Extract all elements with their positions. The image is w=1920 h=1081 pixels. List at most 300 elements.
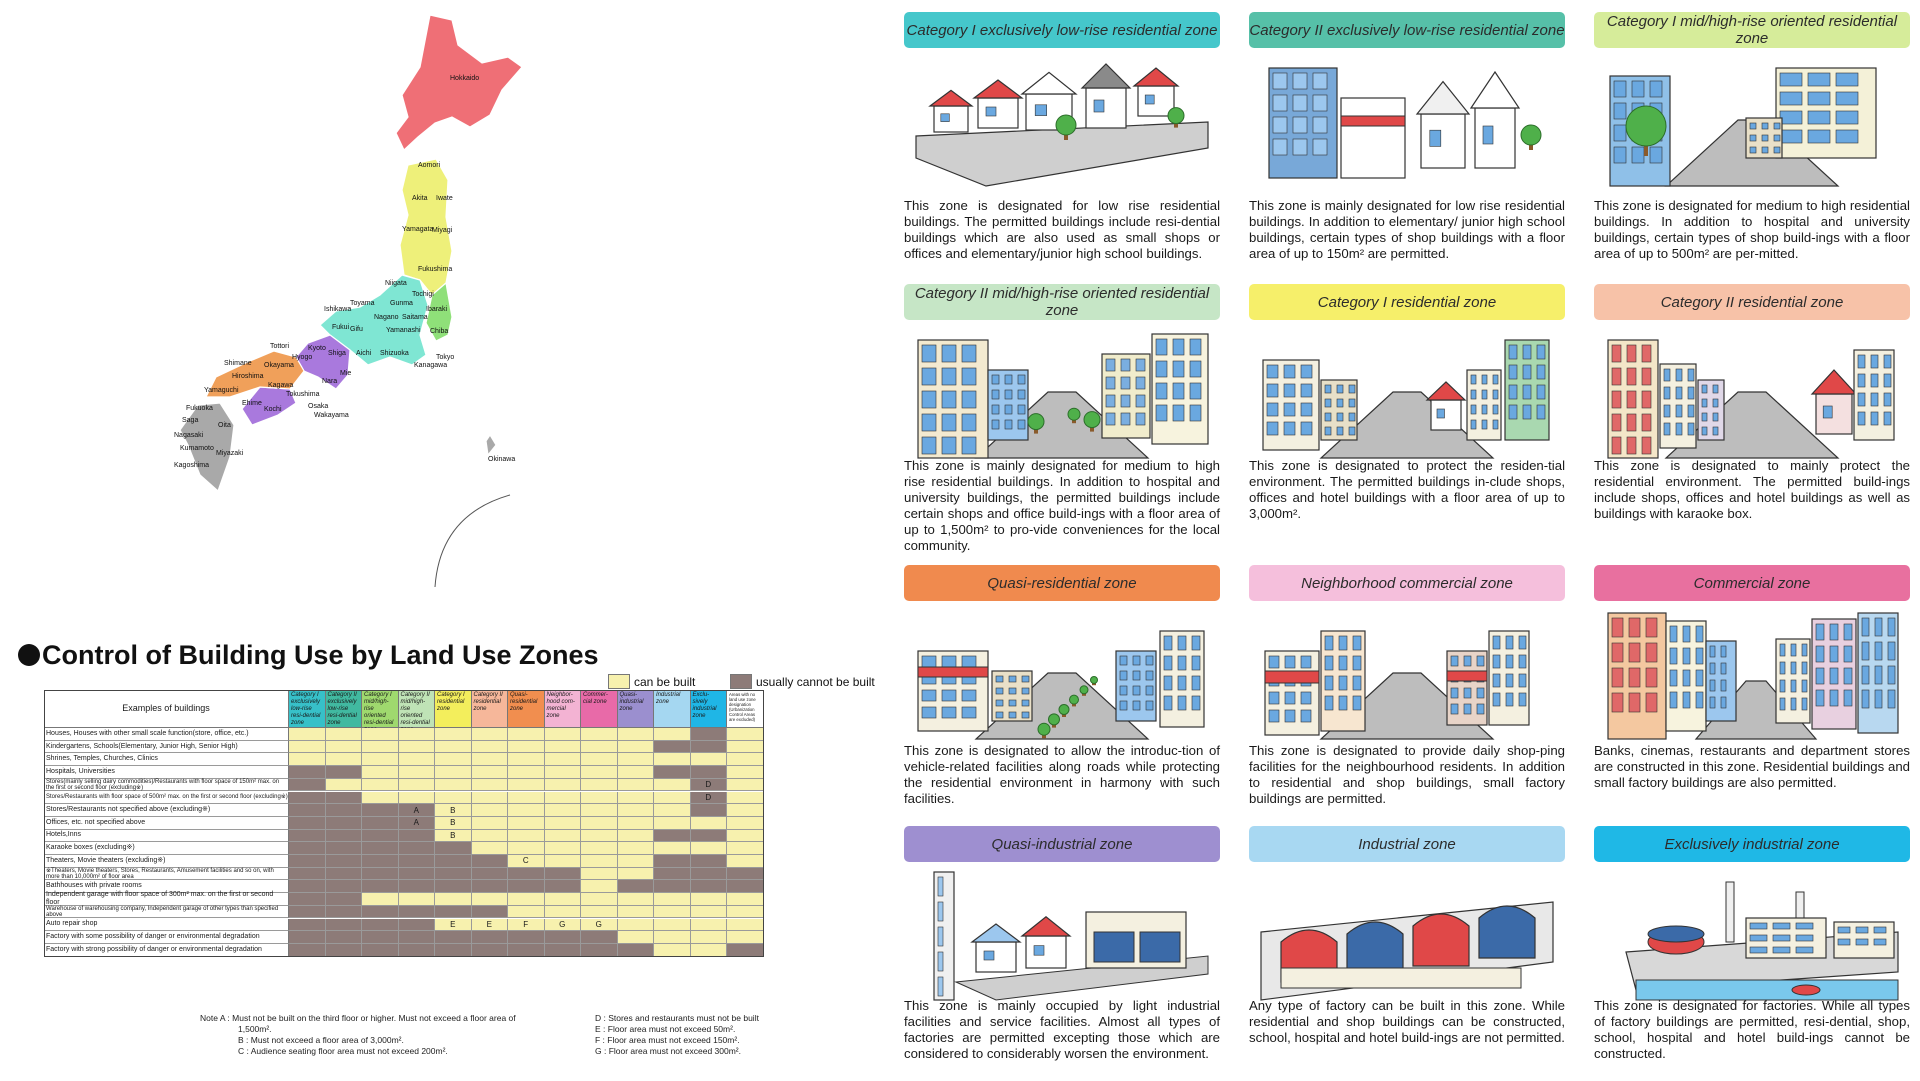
table-cell [727,779,764,792]
table-cell [654,741,691,754]
table-cell [581,893,618,906]
table-cell [691,944,728,957]
table-cell [472,944,509,957]
table-cell [435,766,472,779]
table-cell [727,753,764,766]
table-cell [691,741,728,754]
table-cell [581,779,618,792]
table-cell [508,804,545,817]
table-cell [727,741,764,754]
table-cell [435,855,472,868]
legend-can-label: can be built [634,674,696,689]
table-cell [326,855,363,868]
zone-description: Any type of factory can be built in this zone. While residential and shop buildings can be constructed, school, hospital and hotel build-ings are not permitted. [1249,998,1565,1045]
map-label-miyagi: Miyagi [432,227,453,234]
table-cell [362,779,399,792]
japan-zone-map [174,5,660,605]
map-label-kyoto: Kyoto [308,345,326,352]
table-cell [618,741,655,754]
zone-description: This zone is designated to mainly protect the residential environment. The permitted build-ings include shops, offices and hotel buildings as well as buildings with karaoke box. [1594,458,1910,521]
table-cell [289,906,326,919]
map-label-ehime: Ehime [242,400,262,407]
table-cell [472,766,509,779]
zone-illustration [916,58,1208,186]
table-cell [654,830,691,843]
column-header: Areas with no land use zone designation (Urbanization Control Areas are excluded) [727,690,764,728]
table-cell [654,868,691,881]
note-line: C : Audience seating floor area must not exceed 200m². [238,1046,448,1056]
table-cell [691,931,728,944]
table-cell [362,842,399,855]
map-label-shiga: Shiga [328,350,346,357]
table-cell [326,792,363,805]
table-cell [654,817,691,830]
map-label-tottori: Tottori [270,343,290,350]
table-cell [435,931,472,944]
table-cell [691,855,728,868]
zone-illustration [916,611,1208,739]
table-cell [399,880,436,893]
map-label-tokushima: Tokushima [286,391,320,398]
table-cell [362,868,399,881]
zone-illustration [1606,330,1898,458]
column-header: Commer-cial zone [581,690,618,728]
map-label-hyogo: Hyogo [292,354,313,361]
table-cell [727,817,764,830]
table-cell [581,906,618,919]
zone-illustration [1261,872,1553,1000]
map-label-iwate: Iwate [436,195,453,202]
table-cell [326,728,363,741]
column-header: Category II residential zone [472,690,509,728]
table-cell [508,893,545,906]
map-label-ishikawa: Ishikawa [324,306,352,313]
zone-title: Quasi-residential zone [904,565,1220,601]
legend-cannot-label: usually cannot be built [756,674,875,689]
table-cell [472,931,509,944]
row-label: Houses, Houses with other small scale function(store, office, etc.) [44,728,289,741]
table-cell [618,906,655,919]
row-label: Stores/Restaurants not specified above (excluding※) [44,804,289,817]
zone-description: This zone is mainly designated for low rise residential buildings. In addition to elementary/ junior high school buildings, certain types of shop buildings with a floor area of up to 150m² are permitted. [1249,198,1565,261]
table-cell [727,792,764,805]
map-label-ibaraki: Ibaraki [426,306,448,313]
map-label-shizuoka: Shizuoka [380,350,409,357]
map-label-nara: Nara [322,378,338,385]
zone-description: This zone is designated for medium to high residential buildings. In addition to hospital and university buildings, certain types of shop build-ings with a floor area of up to 500m² are per-mitted. [1594,198,1910,261]
table-cell [472,855,509,868]
table-cell [508,753,545,766]
map-shapes [180,15,522,491]
table-cell [326,919,363,932]
table-cell [618,919,655,932]
table-cell [654,919,691,932]
note-line: G : Floor area must not exceed 300m². [595,1046,741,1056]
note-line: B : Must not exceed a floor area of 3,000m². [238,1035,404,1045]
map-label-fukui: Fukui [332,324,350,331]
map-label-fukushima: Fukushima [418,266,453,273]
table-cell [435,944,472,957]
table-cell: A [399,804,436,817]
table-cell [326,753,363,766]
table-cell [289,893,326,906]
zone-illustration [916,330,1208,458]
map-labels [174,75,515,469]
table-cell [508,817,545,830]
zone-title: Quasi-industrial zone [904,826,1220,862]
table-cell [289,855,326,868]
zone-illustration [1261,330,1553,458]
table-cell [435,906,472,919]
table-cell [545,766,582,779]
table-cell [435,868,472,881]
table-cell [727,906,764,919]
map-label-akita: Akita [412,195,428,202]
table-cell [727,855,764,868]
table-cell [545,779,582,792]
zone-description: Banks, cinemas, restaurants and department stores are constructed in this zone. Residential buildings and small factory buildings are also permitted. [1594,743,1910,790]
table-cell [472,842,509,855]
table-cell [727,868,764,881]
table-cell [727,804,764,817]
table-cell [508,842,545,855]
table-cell [326,842,363,855]
table-cell [472,906,509,919]
table-cell [654,893,691,906]
table-cell [362,944,399,957]
note-line: F : Floor area must not exceed 150m². [595,1035,740,1045]
table-cell [472,741,509,754]
table-cell [289,817,326,830]
table-cell [472,804,509,817]
table-cell [654,842,691,855]
table-cell [362,906,399,919]
column-header: Category II exclusively low-rise resi-dential zone [326,690,363,728]
table-cell [581,753,618,766]
table-cell [399,728,436,741]
note-line: Note A : Must not be built on the third floor or higher. Must not exceed a floor area of [200,1013,516,1023]
table-cell [289,741,326,754]
column-header: Quasi-residential zone [508,690,545,728]
map-label-chiba: Chiba [430,328,449,335]
table-cell [326,893,363,906]
row-label: Warehouse of warehousing company, Independent garage of other types than specified above [44,906,289,919]
map-label-hokkaido: Hokkaido [450,75,480,82]
zone-description: This zone is mainly designated for medium to high rise residential buildings. In addition to hospital and university buildings, the permitted buildings include certain shops and office build-ings with a floor area of up to 1,500m² to pro-vide conveniences for the local community. [904,458,1220,553]
table-cell: G [581,919,618,932]
map-label-mie: Mie [340,370,352,377]
table-cell [654,753,691,766]
table-cell [654,880,691,893]
table-cell [508,792,545,805]
table-cell [508,931,545,944]
table-cell: G [545,919,582,932]
legend-can [608,674,695,689]
table-cell [289,880,326,893]
table-cell [581,931,618,944]
table-cell [289,804,326,817]
table-cell [362,817,399,830]
map-label-gifu: Gifu [350,326,363,333]
control-title [18,640,599,671]
table-cell [399,893,436,906]
row-label: Stores/Restaurants with floor space of 500m² max. on the first or second floor (excluding※) [44,792,289,805]
table-cell [581,830,618,843]
table-cell [581,868,618,881]
table-cell [581,766,618,779]
table-cell [362,741,399,754]
zone-title: Exclusively industrial zone [1594,826,1910,862]
row-label: Factory with strong possibility of danger or environmental degradation [44,944,289,957]
row-label: Offices, etc. not specified above [44,817,289,830]
map-label-toyama: Toyama [350,300,375,307]
table-cell [618,766,655,779]
table-cell [399,919,436,932]
table-cell [618,779,655,792]
table-cell [289,728,326,741]
table-cell [581,817,618,830]
table-cell [289,931,326,944]
table-cell [545,817,582,830]
table-cell [727,893,764,906]
table-cell [399,792,436,805]
table-cell [618,855,655,868]
zone-title: Category II mid/high-rise oriented residential zone [904,284,1220,320]
control-title-text: Control of Building Use by Land Use Zones [42,640,599,670]
table-cell [508,830,545,843]
table-cell [435,741,472,754]
map-label-aomori: Aomori [418,162,441,169]
table-cell [326,944,363,957]
table-cell [399,766,436,779]
zone-description: This zone is designated to allow the introduc-tion of vehicle-related facilities along roads while protecting the residential environment in harmony with such facilities. [904,743,1220,806]
column-header: Category I mid/high-rise oriented resi-dential [362,690,399,728]
table-cell [289,753,326,766]
map-label-fukuoka: Fukuoka [186,405,213,412]
column-header: Industrial zone [654,690,691,728]
table-cell [654,855,691,868]
table-cell [326,880,363,893]
map-label-saga: Saga [182,417,199,424]
row-label: Factory with some possibility of danger or environmental degradation [44,931,289,944]
zone-illustration [1606,611,1898,739]
row-label: Kindergartens, Schools(Elementary, Junior High, Senior High) [44,741,289,754]
zone-title: Category II exclusively low-rise residential zone [1249,12,1565,48]
map-label-kagawa: Kagawa [268,382,294,389]
row-label: Stores(mainly selling dairy commodities)/Restaurants with floor space of 150m² max. on the first or second floor (excluding※) [44,779,289,792]
table-cell [399,830,436,843]
table-cell [399,944,436,957]
table-cell [362,766,399,779]
table-cell [472,792,509,805]
zone-illustration [1261,58,1553,186]
zone-description: This zone is designated to provide daily shop-ping facilities for the neighbourhood residents. In addition to residential and shop buildings, small factory buildings are permitted. [1249,743,1565,806]
map-label-okayama: Okayama [264,362,294,369]
table-cell [472,728,509,741]
table-cell [654,944,691,957]
map-label-miyazaki: Miyazaki [216,450,244,457]
map-label-nagano: Nagano [374,314,399,321]
table-cell [472,753,509,766]
table-cell [618,842,655,855]
notes-left [200,1013,516,1057]
table-cell [618,880,655,893]
row-label: Auto repair shop [44,919,289,932]
row-label: Shrines, Temples, Churches, Clinics [44,753,289,766]
legend-can-swatch [608,674,630,689]
zone-illustration [1606,58,1898,186]
map-label-tokyo: Tokyo [436,354,455,361]
table-cell [435,753,472,766]
table-cell [362,804,399,817]
table-cell [727,766,764,779]
table-cell [581,741,618,754]
table-cell [654,792,691,805]
table-cell [727,830,764,843]
map-label-niigata: Niigata [385,280,407,287]
table-cell [508,741,545,754]
table-cell [399,741,436,754]
table-cell [508,766,545,779]
okinawa-divider [435,495,510,587]
table-cell [654,779,691,792]
map-label-kanagawa: Kanagawa [414,362,448,369]
table-cell [545,741,582,754]
note-line: 1,500m². [238,1024,272,1034]
table-cell [435,728,472,741]
map-label-yamaguchi: Yamaguchi [204,387,239,394]
table-cell [618,944,655,957]
table-cell [326,779,363,792]
table-cell [581,855,618,868]
table-cell [435,842,472,855]
row-label: Hospitals, Universities [44,766,289,779]
map-label-gunma: Gunma [390,300,413,307]
table-cell [691,842,728,855]
table-cell: F [508,919,545,932]
table-cell [545,842,582,855]
zone-title: Category II residential zone [1594,284,1910,320]
table-cell: E [472,919,509,932]
legend-cannot-swatch [730,674,752,689]
table-cell [435,880,472,893]
table-cell [618,830,655,843]
zone-title: Category I residential zone [1249,284,1565,320]
table-cell [435,779,472,792]
table-cell [691,830,728,843]
table-cell [326,766,363,779]
table-cell [472,880,509,893]
table-cell [326,906,363,919]
zone-illustration [1606,872,1898,1000]
table-cell [545,792,582,805]
map-label-osaka: Osaka [308,403,329,410]
building-use-table [44,690,764,957]
table-cell [472,868,509,881]
map-label-aichi: Aichi [356,350,372,357]
table-cell [472,817,509,830]
table-cell [508,868,545,881]
map-label-hiroshima: Hiroshima [232,373,264,380]
table-cell [581,804,618,817]
table-cell [289,944,326,957]
table-cell [545,880,582,893]
table-cell [545,868,582,881]
table-cell [581,880,618,893]
table-cell [545,804,582,817]
table-cell [581,792,618,805]
table-cell [691,906,728,919]
zone-title: Category I exclusively low-rise residential zone [904,12,1220,48]
table-cell [618,868,655,881]
table-cell [727,728,764,741]
table-cell [545,931,582,944]
table-cell [362,931,399,944]
table-cell [545,906,582,919]
table-cell [289,919,326,932]
table-cell [581,842,618,855]
row-label: Independent garage with floor space of 300m² max. on the first or second floor [44,893,289,906]
table-cell [362,855,399,868]
table-cell [362,830,399,843]
table-cell [472,830,509,843]
table-cell [545,830,582,843]
table-cell [727,919,764,932]
table-cell [727,931,764,944]
table-cell [326,804,363,817]
table-cell [289,792,326,805]
table-cell [654,906,691,919]
table-cell [618,753,655,766]
table-cell [654,766,691,779]
table-cell: B [435,830,472,843]
table-cell [545,753,582,766]
zone-description: This zone is designated for factories. While all types of factory buildings are permitted, resi-dential, shop, school, hospital and hotel build-ings cannot be constructed. [1594,998,1910,1061]
column-header: Category I exclusively low-rise resi-dential zone [289,690,326,728]
table-cell [399,753,436,766]
table-cell [472,779,509,792]
map-label-tochigi: Tochigi [412,291,434,298]
row-label: ※Theaters, Movie theaters, Stores, Restaurants, Amusement facilities and so on, with more than 10,000m² of floor area [44,868,289,881]
zone-illustration [916,872,1208,1000]
table-cell [289,868,326,881]
table-cell [618,804,655,817]
zone-description: This zone is designated for low rise residential buildings. The permitted buildings include resi-dential buildings which are also used as small shops or offices and elementary/junior high school buildings. [904,198,1220,261]
row-label: Theaters, Movie theaters (excluding※) [44,855,289,868]
table-cell [691,728,728,741]
table-cell [545,728,582,741]
row-header: Examples of buildings [44,690,289,728]
zone-illustration [1261,611,1553,739]
table-cell [618,728,655,741]
row-label: Bathhouses with private rooms [44,880,289,893]
zone-title: Commercial zone [1594,565,1910,601]
column-header: Exclu-sively industrial zone [691,690,728,728]
notes-right [595,1013,759,1057]
map-label-nagasaki: Nagasaki [174,432,204,439]
table-cell [691,868,728,881]
table-cell [727,880,764,893]
table-cell [508,779,545,792]
map-label-yamanashi: Yamanashi [386,327,421,334]
row-label: Karaoke boxes (excluding※) [44,842,289,855]
table-cell [472,893,509,906]
table-cell [289,830,326,843]
table-cell [362,728,399,741]
table-cell [362,893,399,906]
table-cell [289,842,326,855]
note-line: D : Stores and restaurants must not be built [595,1013,759,1023]
